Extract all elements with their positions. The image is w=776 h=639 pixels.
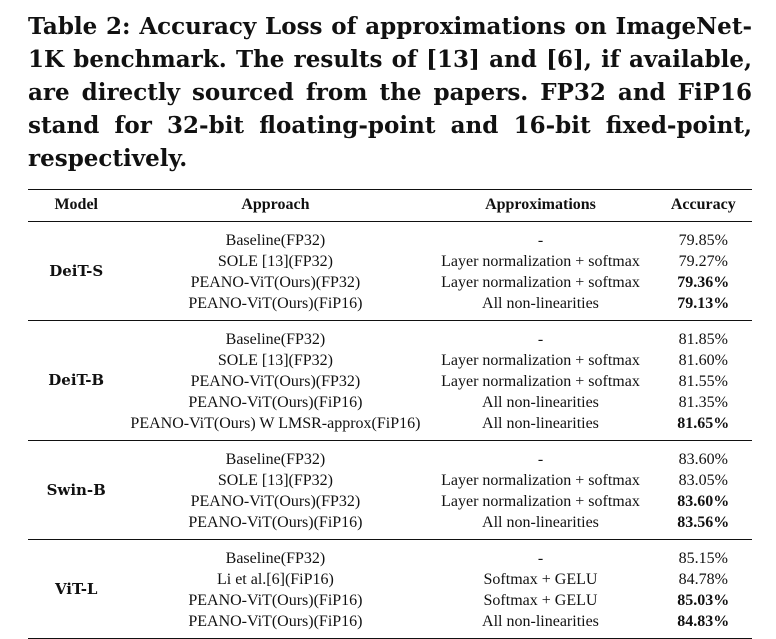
accuracy-cell: 83.56% xyxy=(677,514,730,531)
table-row xyxy=(28,371,752,392)
results-table xyxy=(28,189,752,639)
approximations-cell: All non-linearities xyxy=(482,295,599,312)
approximations-cell: - xyxy=(537,331,544,348)
accuracy-cell: 85.15% xyxy=(678,550,728,567)
approach-cell: Baseline(FP32) xyxy=(225,550,326,567)
approximations-cell: - xyxy=(537,550,544,567)
approach-cell: PEANO-ViT(Ours)(FP32) xyxy=(190,373,361,390)
model-name: ViT-L xyxy=(54,579,98,598)
approach-cell: Li et al.[6](FiP16) xyxy=(216,571,334,588)
model-group xyxy=(28,441,752,540)
accuracy-cell: 83.60% xyxy=(678,451,728,468)
table-row xyxy=(28,350,752,371)
table-row xyxy=(28,512,752,540)
accuracy-cell: 79.27% xyxy=(678,253,728,270)
table-row xyxy=(28,590,752,611)
approximations-cell: Layer normalization + softmax xyxy=(441,253,640,270)
accuracy-cell: 83.05% xyxy=(678,472,728,489)
approach-cell: PEANO-ViT(Ours)(FiP16) xyxy=(188,592,363,609)
approximations-cell: Layer normalization + softmax xyxy=(441,472,640,489)
accuracy-cell: 79.36% xyxy=(677,274,730,291)
table-row xyxy=(28,293,752,321)
table-row xyxy=(28,441,752,471)
approach-cell: SOLE [13](FP32) xyxy=(217,253,333,270)
table-row xyxy=(28,321,752,351)
approximations-cell: All non-linearities xyxy=(482,514,599,531)
accuracy-cell: 85.03% xyxy=(677,592,730,609)
header-approximations: Approximations xyxy=(426,190,654,222)
header-model: Model xyxy=(28,190,124,222)
approach-cell: PEANO-ViT(Ours)(FiP16) xyxy=(188,394,363,411)
accuracy-cell: 79.13% xyxy=(677,295,730,312)
model-group xyxy=(28,321,752,441)
approach-cell: PEANO-ViT(Ours) W LMSR-approx(FiP16) xyxy=(130,415,421,432)
accuracy-cell: 81.65% xyxy=(677,415,730,432)
approach-cell: Baseline(FP32) xyxy=(225,451,326,468)
approximations-cell: All non-linearities xyxy=(482,613,599,630)
approach-cell: Baseline(FP32) xyxy=(225,331,326,348)
table-row xyxy=(28,569,752,590)
approach-cell: PEANO-ViT(Ours)(FP32) xyxy=(190,493,361,510)
approximations-cell: Layer normalization + softmax xyxy=(441,352,640,369)
approximations-cell: Softmax + GELU xyxy=(483,571,598,588)
accuracy-cell: 81.60% xyxy=(678,352,728,369)
accuracy-cell: 84.78% xyxy=(678,571,728,588)
approximations-cell: Layer normalization + softmax xyxy=(441,373,640,390)
header-accuracy: Accuracy xyxy=(655,190,752,222)
model-name: Swin-B xyxy=(46,480,106,499)
table-caption: Table 2: Accuracy Loss of approximations on ImageNet-1K benchmark. The results of [13] and [6], if available, are directly sourced from the papers. FP32 and FiP16 stand for 32-bit floating-point and 16-bit fixed-point, respectively. xyxy=(28,13,752,172)
model-name: DeiT-B xyxy=(48,371,105,389)
approach-cell: PEANO-ViT(Ours)(FiP16) xyxy=(188,514,363,531)
header-row xyxy=(28,190,752,222)
accuracy-cell: 84.83% xyxy=(677,613,730,630)
approximations-cell: All non-linearities xyxy=(482,394,599,411)
header-approach: Approach xyxy=(124,190,426,222)
approximations-cell: Layer normalization + softmax xyxy=(441,274,640,291)
table-row xyxy=(28,611,752,639)
model-name: DeiT-S xyxy=(49,261,104,280)
table-row xyxy=(28,413,752,441)
table-row xyxy=(28,470,752,491)
model-group xyxy=(28,222,752,321)
accuracy-cell: 81.85% xyxy=(678,331,728,348)
table-row xyxy=(28,222,752,252)
table-row xyxy=(28,251,752,272)
table-row xyxy=(28,491,752,512)
table-row xyxy=(28,392,752,413)
approximations-cell: Layer normalization + softmax xyxy=(441,493,640,510)
accuracy-cell: 79.85% xyxy=(678,232,728,249)
accuracy-cell: 81.35% xyxy=(678,394,728,411)
approach-cell: Baseline(FP32) xyxy=(225,232,326,249)
approach-cell: PEANO-ViT(Ours)(FP32) xyxy=(190,274,361,291)
approach-cell: PEANO-ViT(Ours)(FiP16) xyxy=(188,295,363,312)
table-header xyxy=(28,190,752,222)
approximations-cell: - xyxy=(537,451,544,468)
accuracy-cell: 83.60% xyxy=(677,493,730,510)
approach-cell: SOLE [13](FP32) xyxy=(217,352,333,369)
approach-cell: PEANO-ViT(Ours)(FiP16) xyxy=(188,613,363,630)
table-row xyxy=(28,272,752,293)
approximations-cell: Softmax + GELU xyxy=(483,592,598,609)
approximations-cell: All non-linearities xyxy=(482,415,599,432)
table-row xyxy=(28,540,752,570)
approximations-cell: - xyxy=(537,232,544,249)
accuracy-cell: 81.55% xyxy=(678,373,728,390)
model-group xyxy=(28,540,752,639)
approach-cell: SOLE [13](FP32) xyxy=(217,472,333,489)
